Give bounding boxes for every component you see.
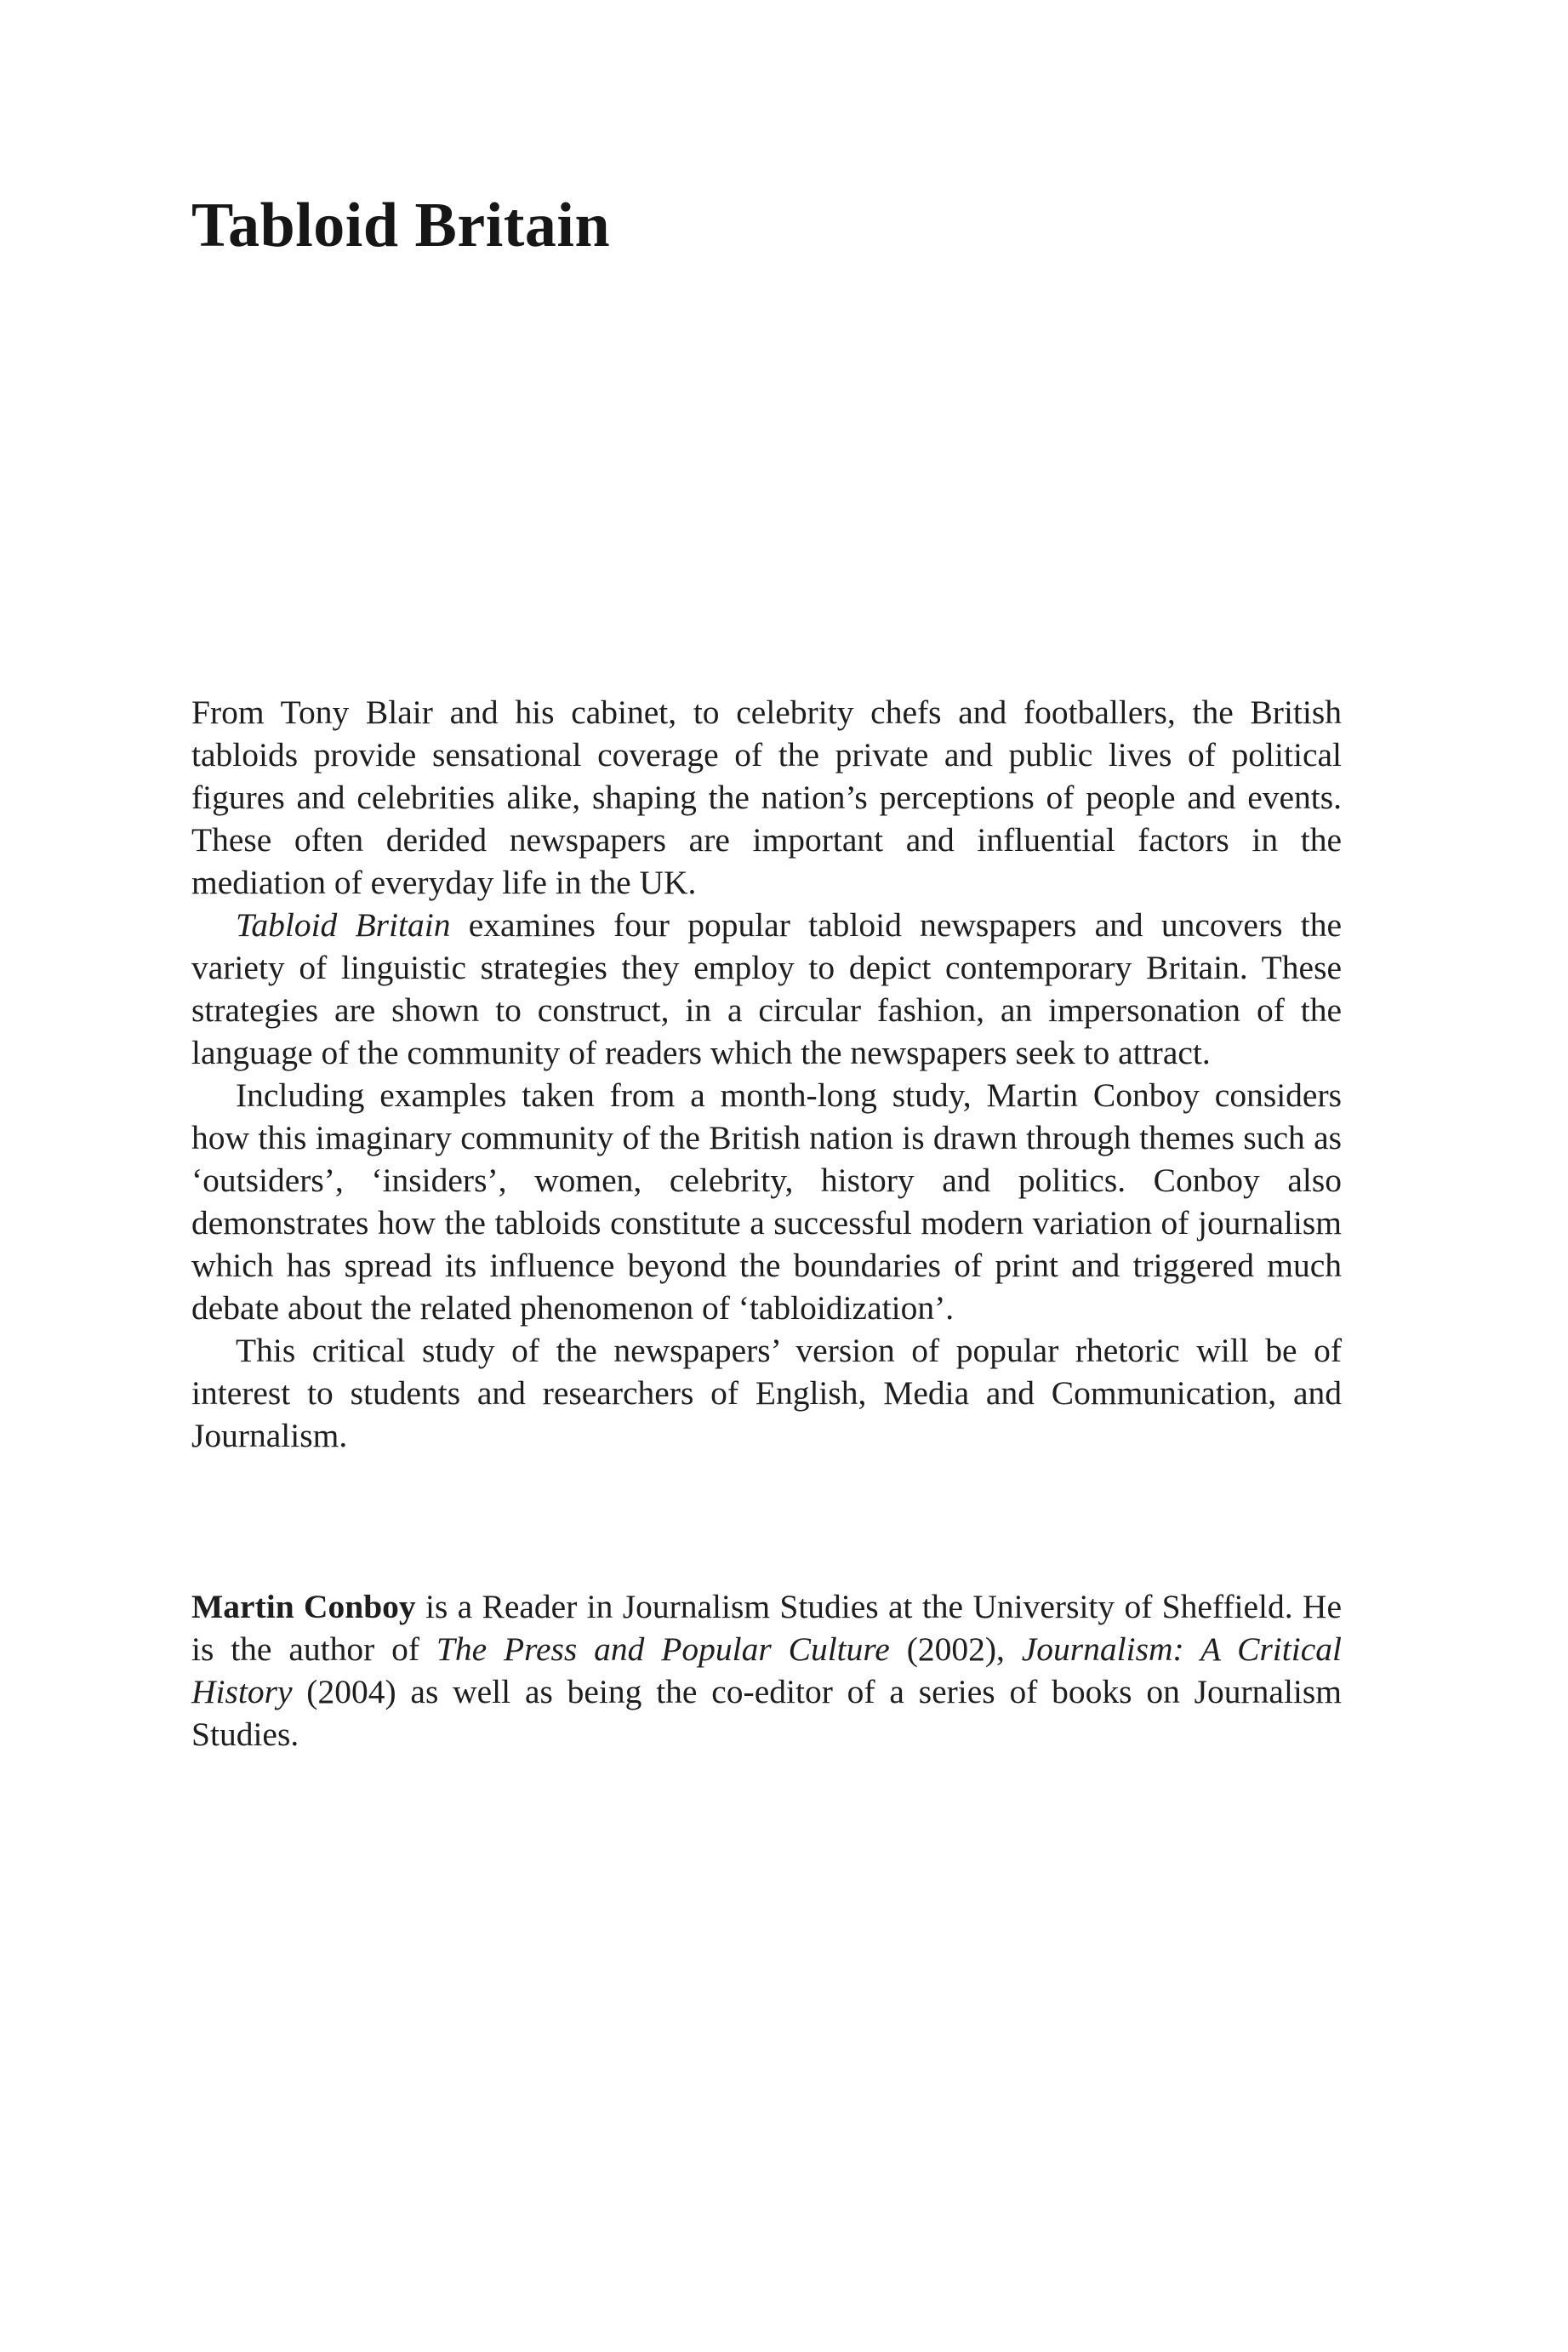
paragraph-1: From Tony Blair and his cabinet, to celebrity chefs and footballers, the British tabloids provide sensational coverage of the private and public lives of political figures and celebrities alike, shaping the nation’s perceptions of people and events. These often derided newspapers are important and influential factors in the mediation of everyday life in the UK. — [191, 694, 1342, 901]
paragraph-2-text: examines four popular tabloid newspapers and uncovers the variety of linguistic strategies they employ to depict contemporary Britain. These strategies are shown to construct, in a circular fashion, an impersonation of the language of the community of readers which the newspapers seek to attract. — [191, 906, 1342, 1071]
author-name: Martin Conboy — [191, 1588, 416, 1625]
paragraph-2 — [191, 904, 1342, 1074]
description-body — [191, 691, 1342, 1457]
bio-book-2: Journalism: A Critical History — [191, 1630, 1342, 1710]
author-bio — [191, 1585, 1342, 1755]
paragraph-4: This critical study of the newspapers’ version of popular rhetoric will be of interest to students and researchers of English, Media and Communication, and Journalism. — [191, 1332, 1342, 1454]
page-title: Tabloid Britain — [191, 191, 611, 260]
bio-text-1: is a Reader in Journalism Studies at the University of Sheffield. He is the author of — [191, 1588, 1342, 1668]
bio-book-1: The Press and Popular Culture — [436, 1630, 890, 1668]
paragraph-3: Including examples taken from a month-long study, Martin Conboy considers how this imaginary community of the British nation is drawn through themes such as ‘outsiders’, ‘insiders’, women, celebrity, history and politics. Conboy also demonstrates how the tabloids constitute a successful modern variation of journalism which has spread its influence beyond the boundaries of print and triggered much debate about the related phenomenon of ‘tabloidization’. — [191, 1076, 1342, 1327]
book-title-italic: Tabloid Britain — [236, 906, 451, 944]
bio-text-3: (2004) as well as being the co-editor of a series of books on Journalism Studies. — [191, 1673, 1342, 1753]
bio-text-2: (2002), — [889, 1630, 1022, 1668]
